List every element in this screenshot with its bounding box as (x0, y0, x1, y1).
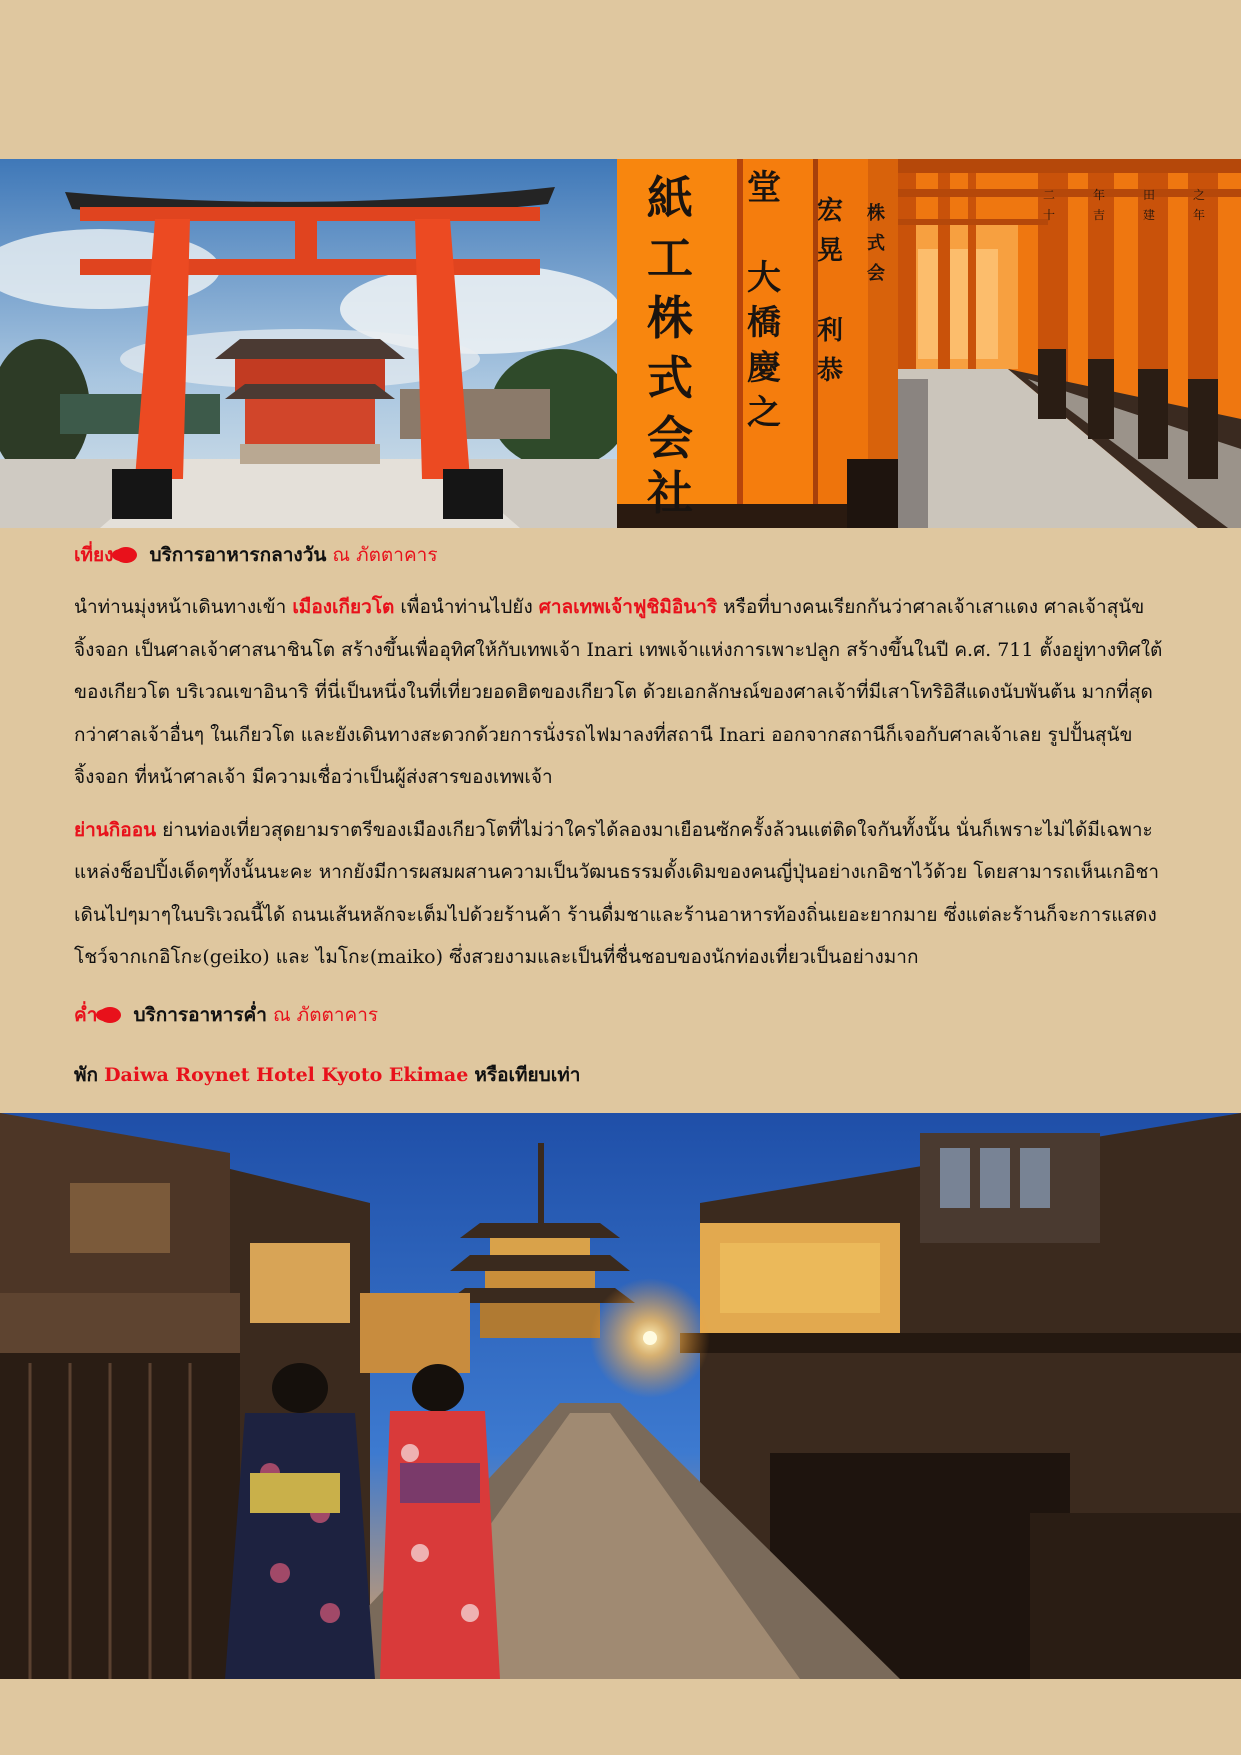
torii-tunnel-photo (898, 159, 1241, 528)
gion-street-photo (0, 1113, 1241, 1679)
dinner-place: ณ ภัตตาคาร (273, 1003, 379, 1026)
paragraph1-body: หรือที่บางคนเรียกกันว่าศาลเจ้าเสาแดง ศาลเจ้าสุนัขจิ้งจอก เป็นศาลเจ้าศาสนาชินโต สร้างขึ้นเพื่ออุทิศให้กับเทพเจ้า Inari เทพเจ้าแห่งการเพาะปลูก สร้างขึ้นในปี ค.ศ. 711 ตั้งอยู่ทางทิศใต้ของเกียวโต บริเวณเขาอินาริ ที่นี่เป็นหนึ่งในที่เที่ยวยอดฮิตของเกียวโต ด้วยเอกลักษณ์ของศาลเจ้าที่มีเสาโทริอิสีแดงนับพันต้น มากที่สุดกว่าศาลเจ้าอื่นๆ ในเกียวโต และยังเดินทางสะดวกด้วยการนั่งรถไฟมาลงที่สถานี Inari ออกจากสถานีก็เจอกับศาลเจ้าเลย รูปปั้นสุนัขจิ้งจอก ที่หน้าศาลเจ้า มีความเชื่อว่าเป็นผู้ส่งสารของเทพเจ้า (74, 596, 1163, 788)
torii-gate-photo (0, 159, 617, 528)
svg-text:年: 年 (1093, 188, 1106, 202)
svg-text:工: 工 (647, 231, 693, 285)
hotel-suffix: หรือเทียบเท่า (474, 1063, 581, 1086)
itinerary-content (74, 534, 1174, 1096)
svg-text:晃: 晃 (817, 236, 844, 266)
paragraph1-mid: เพื่อนำท่านไปยัง (400, 596, 533, 618)
svg-text:紙: 紙 (647, 171, 693, 225)
top-photo-row (0, 159, 1241, 528)
plate-icon (99, 1007, 121, 1023)
svg-text:之: 之 (747, 393, 781, 433)
svg-text:年: 年 (1193, 208, 1206, 222)
plate-icon (115, 547, 137, 563)
shrine-name: ศาลเทพเจ้าฟูชิมิอินาริ (538, 596, 718, 618)
hotel-prefix: พัก (74, 1063, 99, 1086)
svg-text:宏: 宏 (817, 196, 844, 226)
paragraph1-start: นำท่านมุ่งหน้าเดินทางเข้า (74, 596, 287, 618)
svg-text:堂: 堂 (747, 168, 781, 208)
svg-text:慶: 慶 (747, 348, 781, 388)
svg-text:式: 式 (867, 233, 885, 254)
svg-text:十: 十 (1043, 208, 1056, 222)
svg-text:橋: 橋 (747, 303, 781, 343)
dinner-label: ค่ำ (74, 1003, 98, 1026)
lunch-place: ณ ภัตตาคาร (332, 544, 438, 566)
lunch-text: บริการอาหารกลางวัน (149, 544, 327, 566)
svg-text:二: 二 (1043, 188, 1056, 202)
district-name: ย่านกิออน (74, 818, 157, 841)
svg-text:恭: 恭 (817, 356, 844, 386)
dinner-line (74, 994, 1174, 1036)
shrine-paragraph (74, 586, 1174, 799)
svg-text:之: 之 (1193, 188, 1206, 202)
torii-kanji-photo (617, 159, 898, 528)
hotel-name: Daiwa Roynet Hotel Kyoto Ekimae (104, 1063, 469, 1086)
svg-text:会: 会 (647, 411, 693, 465)
svg-text:式: 式 (647, 351, 693, 405)
dinner-text: บริการอาหารค่ำ (133, 1003, 267, 1026)
lunch-label: เที่ยง (74, 544, 114, 566)
svg-text:社: 社 (647, 466, 693, 520)
svg-text:吉: 吉 (1093, 208, 1106, 222)
svg-text:株: 株 (647, 291, 693, 345)
svg-text:建: 建 (1143, 208, 1156, 222)
hotel-line (74, 1054, 1174, 1096)
gion-paragraph (74, 809, 1174, 979)
svg-text:田: 田 (1143, 188, 1156, 202)
svg-text:利: 利 (817, 316, 844, 346)
svg-text:株: 株 (867, 203, 885, 224)
svg-text:会: 会 (867, 263, 885, 284)
paragraph2-body: ย่านท่องเที่ยวสุดยามราตรีของเมืองเกียวโตที่ไม่ว่าใครได้ลองมาเยือนซักครั้งล้วนแต่ติดใจกันทั้งนั้น นั่นก็เพราะไม่ได้มีเฉพาะแหล่งช็อปปิ้งเด็ดๆทั้งนั้นนะคะ หากยังมีการผสมผสานความเป็นวัฒนธรรมดั้งเดิมของคนญี่ปุ่นอย่างเกอิชาไว้ด้วย โดยสามารถเห็นเกอิชาเดินไปๆมาๆในบริเวณนี้ได้ ถนนเส้นหลักจะเต็มไปด้วยร้านค้า ร้านดื่มชาและร้านอาหารท้องถิ่นเยอะยากมาย ซึ่งแต่ละร้านก็จะการแสดงโชว์จากเกอิโกะ(geiko) และ ไมโกะ(maiko) ซึ่งสวยงามและเป็นที่ชื่นชอบของนักท่องเที่ยวเป็นอย่างมาก (74, 818, 1160, 968)
city-name: เมืองเกียวโต (292, 596, 395, 618)
svg-text:大: 大 (747, 258, 781, 298)
lunch-line (74, 534, 1174, 576)
